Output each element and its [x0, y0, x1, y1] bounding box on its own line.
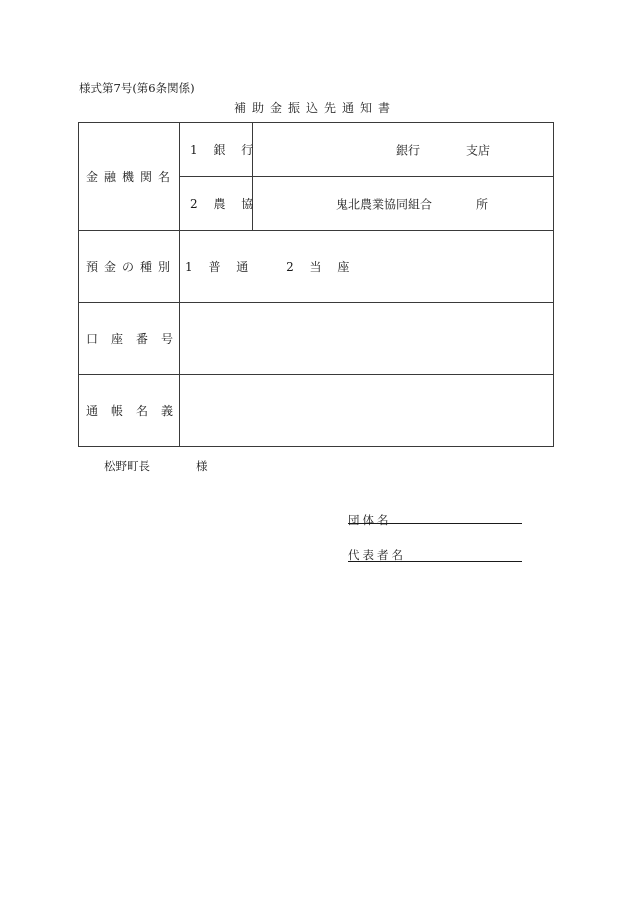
bank-option: 1 銀 行 — [180, 123, 253, 177]
transfer-info-table — [78, 122, 554, 447]
ja-option: 2 農 協 — [180, 177, 253, 231]
branch-suffix: 支店 — [466, 143, 491, 157]
account-number-field[interactable] — [180, 303, 554, 375]
ja-office-suffix: 所 — [476, 197, 489, 211]
account-holder-label: 通帳名義 — [79, 375, 180, 447]
representative-name-label: 代表者名 — [348, 548, 406, 562]
table-row-bank — [79, 123, 554, 177]
bank-suffix: 銀行 — [396, 143, 421, 157]
deposit-option-ordinary[interactable]: 1 普 通 — [185, 260, 255, 274]
table-row-account-number — [79, 303, 554, 375]
organization-name-label: 団体名 — [348, 513, 392, 527]
deposit-option-current[interactable]: 2 当 座 — [286, 260, 356, 274]
deposit-type-field[interactable] — [180, 231, 554, 303]
bank-name-field[interactable] — [253, 123, 554, 177]
form-number: 様式第7号(第6条関係) — [79, 81, 195, 95]
table-row-account-holder — [79, 375, 554, 447]
account-holder-field[interactable] — [180, 375, 554, 447]
deposit-type-label: 預金の種別 — [79, 231, 180, 303]
financial-institution-label: 金融機関名 — [79, 123, 180, 231]
document-title: 補助金振込先通知書 — [233, 101, 396, 115]
addressee-honorific: 様 — [196, 459, 208, 473]
ja-name-field[interactable] — [253, 177, 554, 231]
representative-name-line[interactable] — [348, 561, 522, 562]
addressee-name: 松野町長 — [104, 459, 150, 473]
ja-name: 鬼北農業協同組合 — [336, 197, 433, 211]
organization-name-line[interactable] — [348, 523, 522, 524]
table-row-deposit-type — [79, 231, 554, 303]
account-number-label: 口座番号 — [79, 303, 180, 375]
